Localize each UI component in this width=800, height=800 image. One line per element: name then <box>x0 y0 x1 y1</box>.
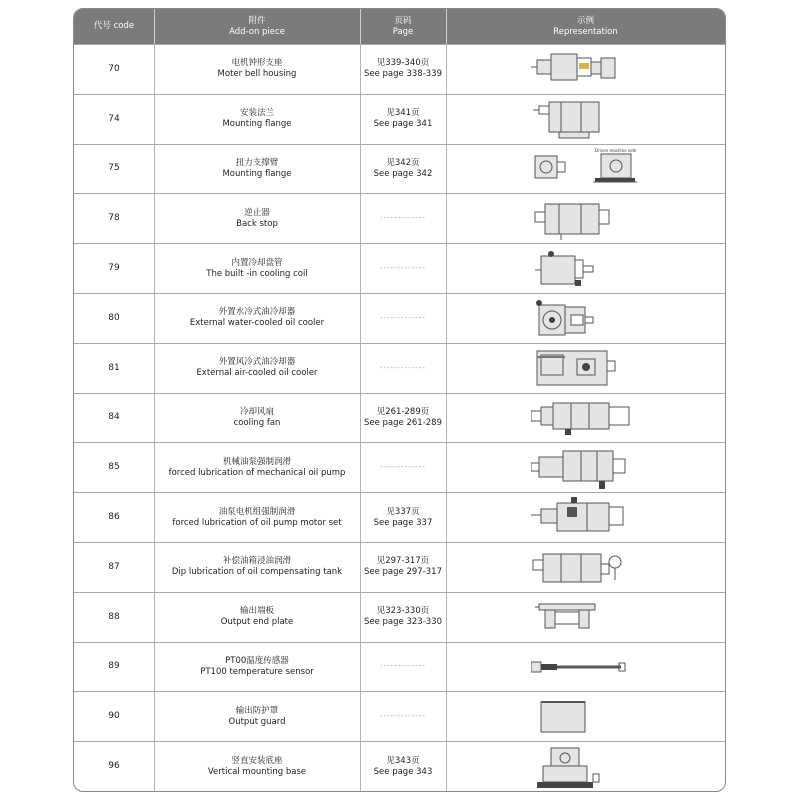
piece-name-en: The built -in cooling coil <box>206 268 308 279</box>
piece-name-cn: 油泵电机组强制润滑 <box>218 506 296 517</box>
code-value: 96 <box>108 761 120 772</box>
piece-name-cn: 补偿油箱浸油润滑 <box>222 556 291 567</box>
cooling-coil-drawing-icon <box>531 246 641 292</box>
representation-cell <box>446 294 725 343</box>
table-header <box>74 9 725 44</box>
mechanical-oil-pump-drawing-icon <box>531 445 641 491</box>
addon-table <box>73 8 726 792</box>
page-cell <box>360 493 446 542</box>
page-en: See page 261-289 <box>363 417 442 428</box>
table-row <box>74 343 725 393</box>
page-cell <box>360 244 446 293</box>
page-cell <box>360 692 446 741</box>
vertical-base-drawing-icon <box>531 744 641 790</box>
compensating-tank-drawing-icon <box>531 544 641 590</box>
page-cell <box>360 95 446 144</box>
page-cell <box>360 742 446 791</box>
code-cell <box>74 493 154 542</box>
page-cell <box>360 443 446 492</box>
code-cell <box>74 742 154 791</box>
no-page-dash: ------------- <box>380 363 426 372</box>
table-row <box>74 492 725 542</box>
page-en: See page 323-330 <box>363 617 442 628</box>
water-cooler-drawing-icon <box>531 295 641 341</box>
output-guard-drawing-icon <box>531 694 641 740</box>
representation-cell <box>446 692 725 741</box>
piece-name-cn: 扭力支撑臂 <box>235 157 279 168</box>
table-row <box>74 144 725 194</box>
page-en: See page 343 <box>373 766 433 777</box>
temperature-sensor-drawing-icon <box>531 644 641 690</box>
page-cn: 见342页 <box>386 157 420 168</box>
header-representation <box>446 9 725 44</box>
no-page-dash: ------------- <box>380 313 426 322</box>
page-en: See page 297-317 <box>363 567 442 578</box>
piece-cell <box>154 95 360 144</box>
piece-name-cn: 逆止器 <box>244 207 270 218</box>
representation-cell <box>446 643 725 692</box>
table-row <box>74 542 725 592</box>
page-cn: 见337页 <box>386 506 420 517</box>
code-value: 86 <box>108 512 120 523</box>
table-row <box>74 442 725 492</box>
page-cn: 见341页 <box>386 108 420 119</box>
piece-name-cn: 输出防护罩 <box>235 705 279 716</box>
header-piece-cn: 附件 <box>248 15 266 26</box>
code-cell <box>74 194 154 243</box>
code-value: 84 <box>108 412 120 423</box>
mounting-flange-drawing-icon <box>531 96 641 142</box>
representation-cell <box>446 394 725 443</box>
page-cell <box>360 194 446 243</box>
piece-cell <box>154 294 360 343</box>
code-value: 89 <box>108 661 120 672</box>
bell-housing-drawing-icon <box>531 46 641 92</box>
piece-name-en: Back stop <box>236 218 278 229</box>
table-row <box>74 393 725 443</box>
page-en: See page 341 <box>373 119 433 130</box>
code-value: 78 <box>108 213 120 224</box>
table-row <box>74 94 725 144</box>
header-rep-en: Representation <box>553 26 618 37</box>
header-code-label: 代号 code <box>93 21 135 31</box>
page-cell <box>360 294 446 343</box>
header-piece-en: Add-on piece <box>229 26 285 37</box>
code-cell <box>74 244 154 293</box>
code-cell <box>74 394 154 443</box>
code-cell <box>74 344 154 393</box>
representation-cell <box>446 593 725 642</box>
header-code <box>74 9 154 44</box>
representation-cell <box>446 543 725 592</box>
representation-cell <box>446 95 725 144</box>
header-page-cn: 页码 <box>394 15 412 26</box>
piece-name-cn: 竖直安装底座 <box>231 755 283 766</box>
piece-name-en: Moter bell housing <box>217 69 297 80</box>
page-cn: 见261-289页 <box>376 406 430 417</box>
page-cell <box>360 344 446 393</box>
piece-cell <box>154 742 360 791</box>
representation-cell <box>446 344 725 393</box>
piece-name-en: Mounting flange <box>222 168 292 179</box>
page-cell <box>360 394 446 443</box>
piece-name-cn: 安装法兰 <box>239 108 274 119</box>
representation-cell <box>446 493 725 542</box>
no-page-dash: ------------- <box>380 712 426 721</box>
piece-name-en: External air-cooled oil cooler <box>196 368 318 379</box>
air-cooler-drawing-icon <box>531 345 641 391</box>
code-cell <box>74 45 154 94</box>
representation-cell <box>446 194 725 243</box>
piece-name-cn: 输出端板 <box>239 606 274 617</box>
piece-name-en: External water-cooled oil cooler <box>189 318 325 329</box>
code-cell <box>74 95 154 144</box>
code-value: 88 <box>108 611 120 622</box>
piece-name-cn: 内置冷却盘管 <box>231 257 283 268</box>
code-value: 74 <box>108 113 120 124</box>
code-value: 87 <box>108 561 120 572</box>
code-cell <box>74 294 154 343</box>
code-value: 70 <box>108 63 120 74</box>
oil-pump-motor-drawing-icon <box>531 495 641 541</box>
piece-name-cn: PT00温度传感器 <box>225 655 289 666</box>
piece-cell <box>154 443 360 492</box>
piece-name-en: Mounting flange <box>222 119 292 130</box>
table-row <box>74 691 725 741</box>
page-cell <box>360 593 446 642</box>
representation-cell <box>446 244 725 293</box>
piece-name-cn: 外置风冷式油冷却器 <box>218 357 296 368</box>
page-cell <box>360 543 446 592</box>
page-cn: 见343页 <box>386 755 420 766</box>
page-en: See page 342 <box>373 168 433 179</box>
header-page-en: Page <box>392 26 414 37</box>
piece-name-en: Output end plate <box>220 617 294 628</box>
piece-name-en: forced lubrication of mechanical oil pump <box>168 467 346 478</box>
table-row <box>74 44 725 94</box>
piece-cell <box>154 145 360 194</box>
code-cell <box>74 443 154 492</box>
piece-cell <box>154 344 360 393</box>
piece-name-en: forced lubrication of oil pump motor set <box>172 517 342 528</box>
piece-name-cn: 电机钟形支座 <box>231 58 283 69</box>
piece-name-en: cooling fan <box>233 417 281 428</box>
code-value: 75 <box>108 163 120 174</box>
code-value: 81 <box>108 362 120 373</box>
table-row <box>74 193 725 243</box>
code-value: 79 <box>108 263 120 274</box>
code-value: 90 <box>108 711 120 722</box>
page-cell <box>360 145 446 194</box>
piece-name-en: PT100 temperature sensor <box>200 666 314 677</box>
no-page-dash: ------------- <box>380 662 426 671</box>
cooling-fan-drawing-icon <box>531 395 641 441</box>
table-row <box>74 642 725 692</box>
table-row <box>74 592 725 642</box>
page-en: See page 338-339 <box>363 69 442 80</box>
piece-name-en: Dip lubrication of oil compensating tank <box>171 567 343 578</box>
representation-cell <box>446 742 725 791</box>
representation-cell <box>446 145 725 194</box>
piece-name-cn: 机械油泵强制润滑 <box>222 456 291 467</box>
piece-cell <box>154 692 360 741</box>
header-rep-cn: 示例 <box>576 15 594 26</box>
no-page-dash: ------------- <box>380 463 426 472</box>
code-value: 80 <box>108 312 120 323</box>
page-cell <box>360 45 446 94</box>
representation-cell <box>446 443 725 492</box>
piece-cell <box>154 643 360 692</box>
page-en: See page 337 <box>373 517 433 528</box>
piece-cell <box>154 493 360 542</box>
output-end-plate-drawing-icon <box>531 594 641 640</box>
piece-name-cn: 冷却风扇 <box>239 406 274 417</box>
representation-cell <box>446 45 725 94</box>
piece-name-en: Output guard <box>228 716 286 727</box>
callout-text: Driven machine side <box>594 147 636 153</box>
page-cn: 见339-340页 <box>376 58 430 69</box>
piece-cell <box>154 593 360 642</box>
table-row <box>74 293 725 343</box>
header-page <box>360 9 446 44</box>
page-cn: 见297-317页 <box>376 556 430 567</box>
code-cell <box>74 643 154 692</box>
code-cell <box>74 543 154 592</box>
table-row <box>74 243 725 293</box>
piece-cell <box>154 244 360 293</box>
back-stop-drawing-icon <box>531 196 641 242</box>
piece-cell <box>154 543 360 592</box>
code-cell <box>74 593 154 642</box>
piece-name-en: Vertical mounting base <box>207 766 307 777</box>
code-value: 85 <box>108 462 120 473</box>
piece-cell <box>154 394 360 443</box>
no-page-dash: ------------- <box>380 214 426 223</box>
piece-cell <box>154 194 360 243</box>
code-cell <box>74 692 154 741</box>
page-cn: 见323-330页 <box>376 606 430 617</box>
table-row <box>74 741 725 791</box>
page-cell <box>360 643 446 692</box>
piece-name-cn: 外置水冷式油冷却器 <box>218 307 296 318</box>
header-piece <box>154 9 360 44</box>
no-page-dash: ------------- <box>380 264 426 273</box>
code-cell <box>74 145 154 194</box>
piece-cell <box>154 45 360 94</box>
torque-arm-drawing-icon <box>531 146 641 192</box>
